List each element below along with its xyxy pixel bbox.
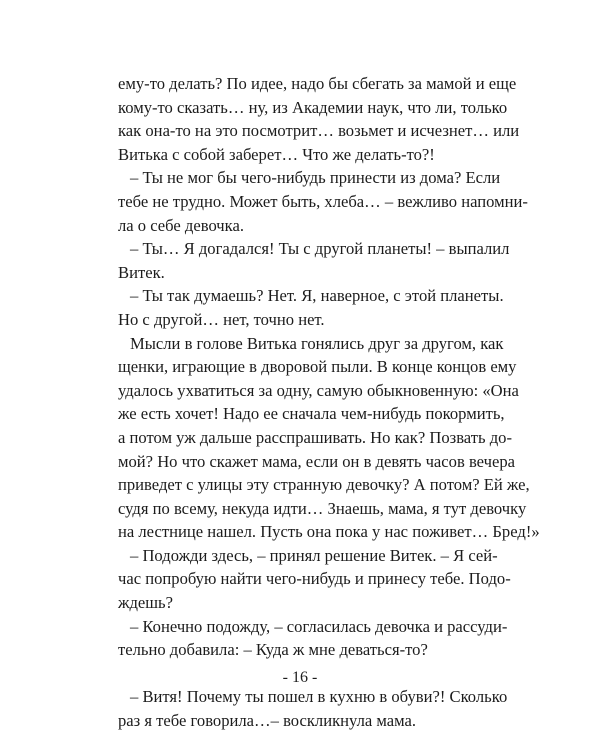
text-line: щенки, играющие в дворовой пыли. В конце концов ему xyxy=(118,357,517,377)
book-page-text xyxy=(118,72,540,733)
text-line: на лестнице нашел. Пусть она пока у нас поживет… Бред!» xyxy=(118,522,540,542)
text-line: – Подожди здесь, – принял решение Витек. – Я сей- xyxy=(130,545,498,565)
text-line: ждешь? xyxy=(118,593,173,613)
text-line: а потом уж дальше расспрашивать. Но как? Позвать до- xyxy=(118,427,512,447)
page-number: - 16 - xyxy=(282,669,318,686)
text-line: кому-то сказать… ну, из Академии наук, что ли, только xyxy=(118,97,508,117)
text-line: как она-то на это посмотрит… возьмет и исчезнет… или xyxy=(118,121,520,141)
text-line: мой? Но что скажет мама, если он в девять часов вечера xyxy=(118,451,516,471)
text-line: Но с другой… нет, точно нет. xyxy=(118,309,325,329)
text-line: же есть хочет! Надо ее сначала чем-нибудь покормить, xyxy=(118,404,505,424)
text-line: – Конечно подожду, – согласилась девочка и рассуди- xyxy=(130,616,508,636)
text-line: приведет с улицы эту странную девочку? А потом? Ей же, xyxy=(118,475,530,495)
text-line: ла о себе девочка. xyxy=(118,215,244,235)
text-line: раз я тебе говорила…– воскликнула мама. xyxy=(118,711,417,731)
text-line: Витька с собой заберет… Что же делать-то?! xyxy=(118,144,435,164)
text-line: – Ты не мог бы чего-нибудь принести из дома? Если xyxy=(130,168,501,188)
text-line: ему-то делать? По идее, надо бы сбегать за мамой и еще xyxy=(118,74,517,93)
text-line: тебе не трудно. Может быть, хлеба… – вежливо напомни- xyxy=(118,191,528,211)
text-line: судя по всему, некуда идти… Знаешь, мама, я тут девочку xyxy=(118,498,527,518)
text-line: Витек. xyxy=(118,262,165,282)
text-line: – Ты… Я догадался! Ты с другой планеты! – выпалил xyxy=(130,239,510,259)
text-line: тельно добавила: – Куда ж мне деваться-то? xyxy=(118,640,428,660)
text-line: удалось ухватиться за одну, самую обыкновенную: «Она xyxy=(118,380,519,400)
text-line: – Ты так думаешь? Нет. Я, наверное, с этой планеты. xyxy=(130,286,504,306)
text-line: – Витя! Почему ты пошел в кухню в обуви?! Сколько xyxy=(130,687,508,707)
text-line: час попробую найти чего-нибудь и принесу тебе. Подо- xyxy=(118,569,511,589)
text-line: Мысли в голове Витька гонялись друг за другом, как xyxy=(130,333,504,353)
